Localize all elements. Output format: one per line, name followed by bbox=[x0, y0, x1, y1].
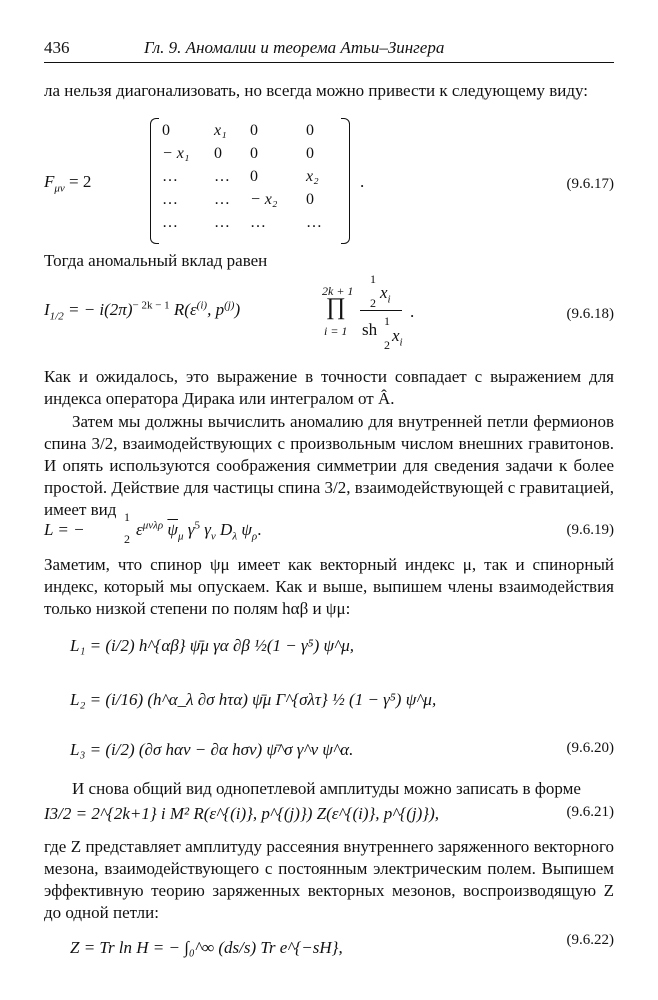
matrix-cell: 0 bbox=[250, 145, 258, 162]
matrix-cell: … bbox=[214, 168, 230, 185]
eq22-body: Z = Tr ln H = − ∫₀^∞ (ds/s) Tr e^{−sH}, bbox=[70, 938, 343, 957]
equation-number: (9.6.20) bbox=[566, 740, 614, 756]
matrix-cell: 0 bbox=[250, 122, 258, 139]
paragraph-3: Как и ожидалось, это выражение в точности совпадает с выражением для индекса оператора Дирака или интегралом от Â. bbox=[44, 367, 614, 408]
eq18-tail: . bbox=[410, 302, 415, 321]
half-den: 2 bbox=[124, 532, 130, 546]
paragraph-6: И снова общий вид однопетлевой амплитуды можно записать в форме bbox=[72, 779, 581, 798]
eq20-L1: L₁ = (i/2) h^{αβ} ψ̄μ γα ∂β ½(1 − γ⁵) ψ^μ, bbox=[70, 636, 355, 655]
frac-half-den: 2 bbox=[370, 296, 376, 310]
matrix-cell: − x₂ bbox=[250, 191, 278, 208]
matrix-cell: x₁ bbox=[214, 122, 227, 139]
matrix-cell: … bbox=[162, 214, 178, 231]
matrix-cell: … bbox=[214, 191, 230, 208]
matrix-cell: 0 bbox=[214, 145, 222, 162]
matrix-left-bracket bbox=[150, 118, 159, 244]
matrix-cell: 0 bbox=[306, 122, 314, 139]
den-half-num: 1 bbox=[384, 314, 390, 328]
paragraph-5: Заметим, что спинор ψμ имеет как векторный индекс μ, так и спинорный индекс, который мы опускаем. Как и выше, выпишем члены взаимодействия только низкой степени по полям hαβ и ψμ: bbox=[44, 555, 614, 618]
prod-lower: i = 1 bbox=[324, 324, 348, 338]
equation-number: (9.6.19) bbox=[566, 522, 614, 538]
paragraph-1: ла нельзя диагонализовать, но всегда можно привести к следующему виду: bbox=[44, 81, 588, 100]
eq20-L3: L₃ = (i/2) (∂σ hαν − ∂α hσν) ψ̄^σ γ^ν ψ^α. bbox=[70, 740, 354, 759]
eq21-body: I3/2 = 2^{2k+1} i M² R(ε^{(i)}, p^{(j)}) Z(ε^{(i)}, p^{(j)}), bbox=[44, 804, 440, 823]
page-number: 436 bbox=[44, 38, 70, 57]
matrix-cell: 0 bbox=[306, 191, 314, 208]
matrix-cell: … bbox=[162, 191, 178, 208]
matrix bbox=[150, 118, 350, 242]
matrix-cell: … bbox=[162, 168, 178, 185]
paragraph-4: Затем мы должны вычислить аномалию для внутренней петли фермионов спина 3/2, взаимодействующих с произвольным числом внешних гравитонов. И опять используются соображения симметрии для сведения задачи к более простой. Действие для частицы спина 3/2, взаимодействующей с гравитацией, имеет вид bbox=[44, 412, 614, 519]
header-rule bbox=[44, 62, 614, 63]
matrix-cell: … bbox=[250, 214, 266, 231]
half-num: 1 bbox=[124, 510, 130, 524]
eq19-body: $\varepsilon^{\mu\nu\lambda\rho}$ $\overline{\psi}_\mu$ $\gamma^5$ $\gamma_\nu$ $D_\lambda$ $\psi_\rho$. bbox=[136, 519, 262, 543]
eq19-lhs: L = − bbox=[44, 520, 85, 539]
den-half-den: 2 bbox=[384, 338, 390, 352]
den-x: $x_i$ bbox=[392, 326, 403, 349]
equation-number: (9.6.18) bbox=[566, 306, 614, 322]
equation-number: (9.6.21) bbox=[566, 804, 614, 820]
equation-number: (9.6.22) bbox=[566, 932, 614, 948]
matrix-cell: 0 bbox=[306, 145, 314, 162]
matrix-cell: … bbox=[214, 214, 230, 231]
matrix-right-bracket bbox=[341, 118, 350, 244]
matrix-cell: x₂ bbox=[306, 168, 319, 185]
prod-upper: 2k + 1 bbox=[322, 284, 354, 298]
frac-half-num: 1 bbox=[370, 272, 376, 286]
fraction-bar bbox=[360, 310, 402, 311]
num-x: $x_i$ bbox=[380, 283, 391, 306]
matrix-cell: 0 bbox=[250, 168, 258, 185]
eq20-L2: L₂ = (i/16) (h^α_λ ∂σ hτα) ψ̄μ Γ^{σλτ} ½ (1 − γ⁵) ψ^μ, bbox=[70, 690, 437, 709]
eq18-lhs: $I_{1/2}$ = − $i(2\pi)^{- 2k - 1}$ $R(\varepsilon^{(i)}$, $p^{(j)}$) bbox=[44, 299, 241, 323]
eq17-tail: . bbox=[360, 172, 365, 191]
paragraph-2: Тогда аномальный вклад равен bbox=[44, 251, 268, 270]
matrix-cell: − x₁ bbox=[162, 145, 190, 162]
chapter-title: Гл. 9. Аномалии и теорема Атьи–Зингера bbox=[144, 38, 445, 57]
paragraph-7: где Z представляет амплитуду рассеяния внутреннего заряженного векторного мезона, взаимодействующего с постоянным электрическим полем. Выпишем эффективную теорию заряженных векторных мезонов, воспроизводящую Z до одной петли: bbox=[44, 837, 614, 922]
den-sh: sh bbox=[362, 320, 378, 339]
matrix-cell: 0 bbox=[162, 122, 170, 139]
product-symbol: ∏ bbox=[326, 294, 346, 320]
matrix-cell: … bbox=[306, 214, 322, 231]
equation-number: (9.6.17) bbox=[566, 176, 614, 192]
running-header bbox=[44, 38, 614, 66]
eq17-lhs: $F_{\mu\nu} = 2$ bbox=[44, 172, 92, 195]
